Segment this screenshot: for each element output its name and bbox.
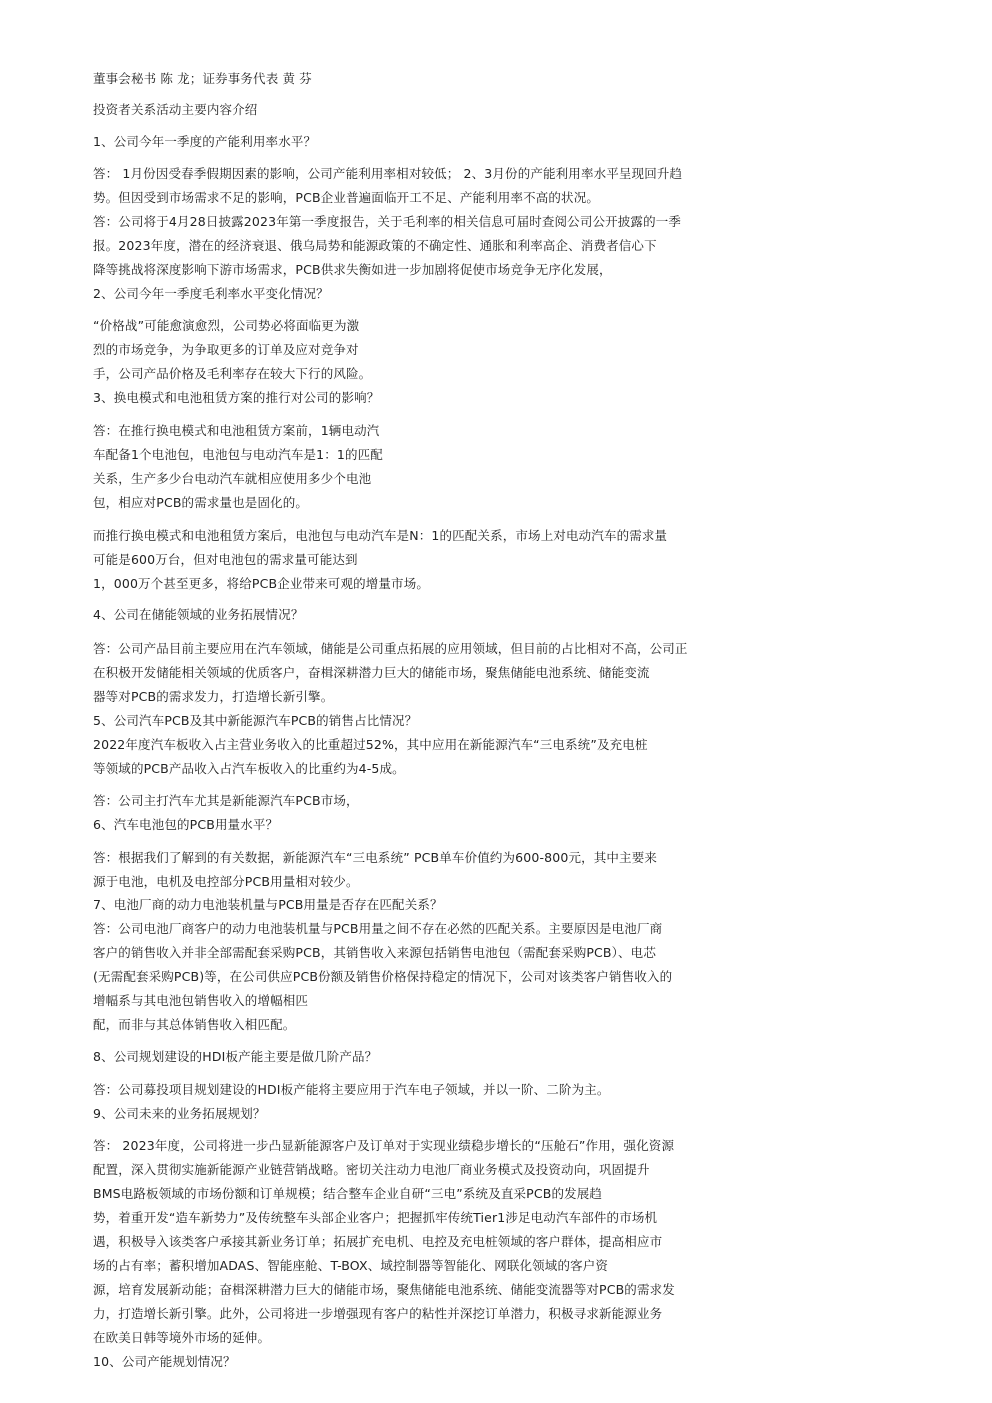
answer-line: 答：公司将于4月28日披露2023年第一季度报告，关于毛利率的相关信息可届时查阅公司公开披露的一季 xyxy=(93,214,682,229)
question-5: 5、公司汽车PCB及其中新能源汽车PCB的销售占比情况？ xyxy=(93,713,418,728)
question-9: 9、公司未来的业务拓展规划？ xyxy=(93,1106,266,1121)
answer-line: 场的占有率；蓄积增加ADAS、智能座舱、T-BOX、域控制器等智能化、网联化领域的客户资 xyxy=(93,1258,609,1273)
answer-line: 势，着重开发“造车新势力”及传统整车头部企业客户；把握抓牢传统Tier1涉足电动汽车部件的市场机 xyxy=(93,1210,658,1225)
answer-line: 器等对PCB的需求发力，打造增长新引擎。 xyxy=(93,689,334,704)
answer-line: 2022年度汽车板收入占主营业务收入的比重超过52%，其中应用在新能源汽车“三电系统”及充电桩 xyxy=(93,737,648,752)
answer-line: 在欧美日韩等境外市场的延伸。 xyxy=(93,1330,271,1345)
answer-line: 答：公司募投项目规划建设的HDI板产能将主要应用于汽车电子领域，并以一阶、二阶为主。 xyxy=(93,1082,610,1097)
answer-line: 增幅系与其电池包销售收入的增幅相匹 xyxy=(93,993,309,1008)
answer-line: 力，打造增长新引擎。此外，公司将进一步增强现有客户的粘性并深挖订单潜力，积极寻求新能源业务 xyxy=(93,1306,663,1321)
officers-line: 董事会秘书 陈 龙；证券事务代表 黄 芬 xyxy=(93,71,312,86)
answer-line: 答：公司电池厂商客户的动力电池装机量与PCB用量之间不存在必然的匹配关系。主要原因是电池厂商 xyxy=(93,921,663,936)
answer-line: 报。2023年度，潜在的经济衰退、俄乌局势和能源政策的不确定性、通胀和利率高企、消费者信心下 xyxy=(93,238,657,253)
answer-line: 包，相应对PCB的需求量也是固化的。 xyxy=(93,495,309,510)
answer-line: 烈的市场竞争，为争取更多的订单及应对竞争对 xyxy=(93,342,359,357)
answer-line: (无需配套采购PCB)等，在公司供应PCB份额及销售价格保持稳定的情况下，公司对该类客户销售收入的 xyxy=(93,969,673,984)
answer-line: 答： 1月份因受春季假期因素的影响，公司产能利用率相对较低； 2、3月份的产能利用率水平呈现回升趋 xyxy=(93,166,683,181)
answer-line: 关系，生产多少台电动汽车就相应使用多少个电池 xyxy=(93,471,372,486)
answer-line: 而推行换电模式和电池租赁方案后，电池包与电动汽车是N：1的匹配关系，市场上对电动汽车的需求量 xyxy=(93,528,668,543)
question-10: 10、公司产能规划情况？ xyxy=(93,1354,236,1369)
answer-line: 等领域的PCB产品收入占汽车板收入的比重约为4-5成。 xyxy=(93,761,405,776)
answer-line: 手，公司产品价格及毛利率存在较大下行的风险。 xyxy=(93,366,372,381)
answer-line: 车配备1个电池包，电池包与电动汽车是1：1的匹配 xyxy=(93,447,383,462)
answer-line: 遇，积极导入该类客户承接其新业务订单；拓展扩充电机、电控及充电桩领域的客户群体，提高相应市 xyxy=(93,1234,663,1249)
question-7: 7、电池厂商的动力电池装机量与PCB用量是否存在匹配关系？ xyxy=(93,897,443,912)
answer-line: 答：在推行换电模式和电池租赁方案前，1辆电动汽 xyxy=(93,423,380,438)
answer-line: 配，而非与其总体销售收入相匹配。 xyxy=(93,1017,296,1032)
question-3: 3、换电模式和电池租赁方案的推行对公司的影响？ xyxy=(93,390,380,405)
answer-line: 可能是600万台，但对电池包的需求量可能达到 xyxy=(93,552,358,567)
answer-line: 源，培育发展新动能；奋楫深耕潜力巨大的储能市场，聚焦储能电池系统、储能变流器等对PCB的需求发 xyxy=(93,1282,675,1297)
section-heading: 投资者关系活动主要内容介绍 xyxy=(93,102,258,117)
answer-line: 答： 2023年度，公司将进一步凸显新能源客户及订单对于实现业绩稳步增长的“压舱石”作用，强化资源 xyxy=(93,1138,675,1153)
answer-line: 源于电池，电机及电控部分PCB用量相对较少。 xyxy=(93,874,359,889)
answer-line: 答：根据我们了解到的有关数据，新能源汽车“三电系统” PCB单车价值约为600-800元，其中主要来 xyxy=(93,850,657,865)
answer-line: 势。但因受到市场需求不足的影响，PCB企业普遍面临开工不足、产能利用率不高的状况。 xyxy=(93,190,599,205)
question-4: 4、公司在储能领域的业务拓展情况？ xyxy=(93,607,304,622)
answer-line: BMS电路板领域的市场份额和订单规模；结合整车企业自研“三电”系统及直采PCB的发展趋 xyxy=(93,1186,603,1201)
answer-line: 1，000万个甚至更多，将给PCB企业带来可观的增量市场。 xyxy=(93,576,430,591)
answer-line: 答：公司产品目前主要应用在汽车领域，储能是公司重点拓展的应用领域，但目前的占比相对不高，公司正 xyxy=(93,641,688,656)
question-1: 1、公司今年一季度的产能利用率水平？ xyxy=(93,134,317,149)
answer-line: 客户的销售收入并非全部需配套采购PCB，其销售收入来源包括销售电池包（需配套采购PCB）、电芯 xyxy=(93,945,656,960)
question-2: 2、公司今年一季度毛利率水平变化情况？ xyxy=(93,286,329,301)
answer-line: “价格战”可能愈演愈烈，公司势必将面临更为激 xyxy=(93,318,360,333)
answer-line: 在积极开发储能相关领域的优质客户，奋楫深耕潜力巨大的储能市场，聚焦储能电池系统、储能变流 xyxy=(93,665,650,680)
question-8: 8、公司规划建设的HDI板产能主要是做几阶产品？ xyxy=(93,1049,378,1064)
answer-line: 配置，深入贯彻实施新能源产业链营销战略。密切关注动力电池厂商业务模式及投资动向，巩固提升 xyxy=(93,1162,650,1177)
question-6: 6、汽车电池包的PCB用量水平？ xyxy=(93,817,279,832)
answer-line: 降等挑战将深度影响下游市场需求，PCB供求失衡如进一步加剧将促使市场竞争无序化发展， xyxy=(93,262,612,277)
answer-line: 答：公司主打汽车尤其是新能源汽车PCB市场， xyxy=(93,793,359,808)
